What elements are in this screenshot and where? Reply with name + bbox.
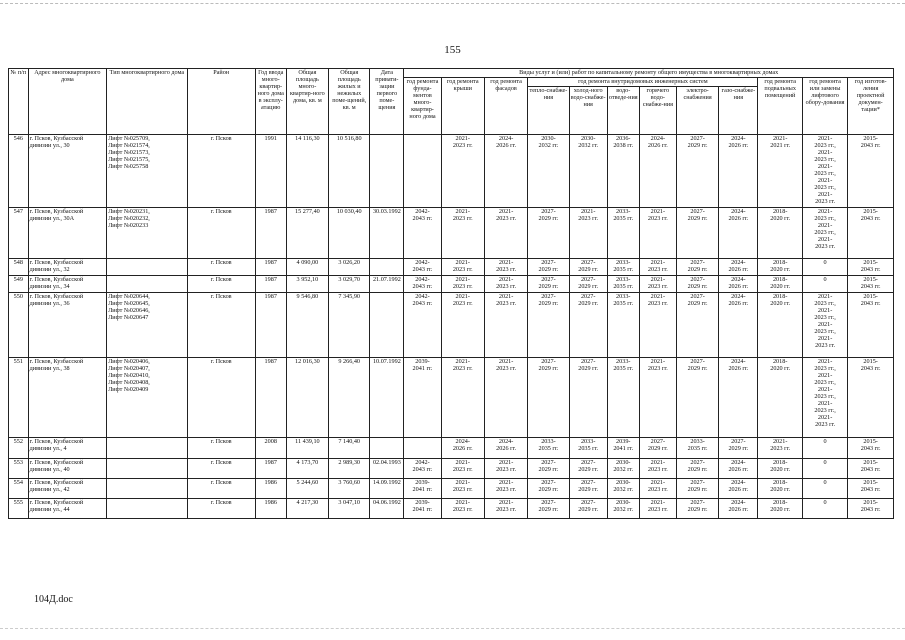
- row-electric-year: 2027- 2029 гг.: [676, 135, 718, 208]
- header-facade: год ремонта фасадов: [484, 78, 527, 135]
- row-year-built: 1987: [255, 358, 286, 438]
- row-sewer-year: 2030- 2032 гг.: [607, 499, 639, 519]
- row-district: г. Псков: [187, 479, 255, 499]
- row-sewer-year: 2036- 2038 гг.: [607, 135, 639, 208]
- table-row: [9, 259, 894, 276]
- row-district: г. Псков: [187, 438, 255, 459]
- row-address: г. Псков, Кузбасской дивизии ул., 38: [28, 358, 106, 438]
- row-total-area: 4 090,00: [286, 259, 328, 276]
- row-living-area: 7 140,40: [329, 438, 370, 459]
- table-row: [9, 276, 894, 293]
- row-district: г. Псков: [187, 208, 255, 259]
- row-total-area: 4 217,30: [286, 499, 328, 519]
- row-heat-year: 2027- 2029 гг.: [528, 499, 569, 519]
- header-electric: электро-снабжения: [676, 87, 718, 135]
- row-roof-year: 2021- 2023 гг.: [441, 276, 484, 293]
- row-project-docs-year: 2015- 2043 гг.: [848, 358, 894, 438]
- row-year-built: 1986: [255, 499, 286, 519]
- capital-repair-table-wrap: [8, 68, 894, 519]
- row-gas-year: 2024- 2026 гг.: [719, 259, 758, 276]
- row-foundation-year: 2042- 2043 гг.: [404, 259, 441, 276]
- row-roof-year: 2021- 2023 гг.: [441, 293, 484, 358]
- row-hot-water-year: 2021- 2023 гг.: [639, 479, 676, 499]
- row-project-docs-year: 2015- 2043 гг.: [848, 438, 894, 459]
- row-total-area: 15 277,40: [286, 208, 328, 259]
- row-cold-water-year: 2027- 2029 гг.: [569, 293, 607, 358]
- row-foundation-year: 2039- 2041 гг.: [404, 358, 441, 438]
- header-engineering-group: год ремонта внутридомовых инженерных систем: [528, 78, 758, 87]
- row-hot-water-year: 2021- 2023 гг.: [639, 208, 676, 259]
- row-lift-list: Лифт №020231, Лифт №020232, Лифт №020233: [107, 208, 188, 259]
- row-hot-water-year: 2024- 2026 гг.: [639, 135, 676, 208]
- row-basement-year: 2018- 2020 гг.: [758, 479, 802, 499]
- row-hot-water-year: 2021- 2023 гг.: [639, 293, 676, 358]
- row-living-area: 7 345,90: [329, 293, 370, 358]
- row-lift-year: 0: [802, 438, 847, 459]
- row-lift-list: [107, 499, 188, 519]
- table-row: [9, 208, 894, 259]
- row-lift-list: [107, 459, 188, 479]
- row-district: г. Псков: [187, 358, 255, 438]
- header-cold-water: холод-ного водо-снабже-ния: [569, 87, 607, 135]
- row-gas-year: 2027- 2029 гг.: [719, 438, 758, 459]
- row-sewer-year: 2033- 2035 гг.: [607, 276, 639, 293]
- row-basement-year: 2018- 2020 гг.: [758, 276, 802, 293]
- header-year-built: Год ввода много-квартир-ного дома в эксплу-атацию: [255, 69, 286, 135]
- row-facade-year: 2024- 2026 гг.: [484, 135, 527, 208]
- row-heat-year: 2027- 2029 гг.: [528, 479, 569, 499]
- row-electric-year: 2027- 2029 гг.: [676, 293, 718, 358]
- row-district: г. Псков: [187, 459, 255, 479]
- row-cold-water-year: 2027- 2029 гг.: [569, 259, 607, 276]
- row-facade-year: 2021- 2023 гг.: [484, 479, 527, 499]
- row-year-built: 2008: [255, 438, 286, 459]
- row-sewer-year: 2030- 2032 гг.: [607, 479, 639, 499]
- row-living-area: 9 266,40: [329, 358, 370, 438]
- row-cold-water-year: 2027- 2029 гг.: [569, 499, 607, 519]
- row-number: 552: [9, 438, 29, 459]
- row-heat-year: 2030- 2032 гг.: [528, 135, 569, 208]
- row-living-area: 10 030,40: [329, 208, 370, 259]
- row-address: г. Псков, Кузбасской дивизии ул., 30: [28, 135, 106, 208]
- row-electric-year: 2027- 2029 гг.: [676, 479, 718, 499]
- row-year-built: 1987: [255, 276, 286, 293]
- table-body: [9, 135, 894, 519]
- row-heat-year: 2027- 2029 гг.: [528, 276, 569, 293]
- footer-filename: 104Д.doc: [34, 594, 73, 605]
- row-number: 547: [9, 208, 29, 259]
- row-total-area: 5 244,60: [286, 479, 328, 499]
- row-heat-year: 2027- 2029 гг.: [528, 293, 569, 358]
- row-district: г. Псков: [187, 259, 255, 276]
- row-year-built: 1986: [255, 479, 286, 499]
- row-lift-list: [107, 438, 188, 459]
- row-roof-year: 2021- 2023 гг.: [441, 479, 484, 499]
- row-lift-list: [107, 276, 188, 293]
- row-address: г. Псков, Кузбасской дивизии ул., 34: [28, 276, 106, 293]
- row-number: 551: [9, 358, 29, 438]
- row-facade-year: 2021- 2023 гг.: [484, 358, 527, 438]
- row-basement-year: 2018- 2020 гг.: [758, 208, 802, 259]
- row-privatization-date: 14.09.1992: [370, 479, 404, 499]
- row-roof-year: 2021- 2023 гг.: [441, 358, 484, 438]
- row-electric-year: 2027- 2029 гг.: [676, 499, 718, 519]
- row-cold-water-year: 2030- 2032 гг.: [569, 135, 607, 208]
- row-project-docs-year: 2015- 2043 гг.: [848, 459, 894, 479]
- row-lift-year: 2021- 2023 гг., 2021- 2023 гг., 2021- 2023 гг., 2021- 2023 гг., 2021- 2023 гг.: [802, 358, 847, 438]
- row-privatization-date: [370, 135, 404, 208]
- row-year-built: 1987: [255, 208, 286, 259]
- row-roof-year: 2024- 2026 гг.: [441, 438, 484, 459]
- page-number: 155: [444, 44, 461, 56]
- row-foundation-year: [404, 135, 441, 208]
- row-gas-year: 2024- 2026 гг.: [719, 459, 758, 479]
- row-lift-list: [107, 259, 188, 276]
- row-basement-year: 2021- 2023 гг.: [758, 438, 802, 459]
- row-hot-water-year: 2027- 2029 гг.: [639, 438, 676, 459]
- row-district: г. Псков: [187, 293, 255, 358]
- row-basement-year: 2018- 2020 гг.: [758, 358, 802, 438]
- row-lift-year: 0: [802, 459, 847, 479]
- row-foundation-year: 2042- 2043 гг.: [404, 276, 441, 293]
- table-row: [9, 293, 894, 358]
- header-sewer: водо-отведе-ния: [607, 87, 639, 135]
- row-privatization-date: [370, 438, 404, 459]
- row-basement-year: 2018- 2020 гг.: [758, 499, 802, 519]
- row-cold-water-year: 2027- 2029 гг.: [569, 479, 607, 499]
- row-foundation-year: [404, 438, 441, 459]
- table-row: [9, 499, 894, 519]
- row-cold-water-year: 2021- 2023 гг.: [569, 208, 607, 259]
- row-project-docs-year: 2015- 2043 гг.: [848, 276, 894, 293]
- row-lift-year: 2021- 2023 гг., 2021- 2023 гг., 2021- 2023 гг., 2021- 2023 гг.: [802, 293, 847, 358]
- row-privatization-date: 30.03.1992: [370, 208, 404, 259]
- row-gas-year: 2024- 2026 гг.: [719, 276, 758, 293]
- row-living-area: 2 989,30: [329, 459, 370, 479]
- header-roof: год ремонта крыши: [441, 78, 484, 135]
- row-living-area: 10 516,80: [329, 135, 370, 208]
- header-district: Район: [187, 69, 255, 135]
- row-gas-year: 2024- 2026 гг.: [719, 479, 758, 499]
- row-heat-year: 2027- 2029 гг.: [528, 259, 569, 276]
- row-roof-year: 2021- 2023 гг.: [441, 459, 484, 479]
- table-row: [9, 459, 894, 479]
- row-number: 555: [9, 499, 29, 519]
- row-facade-year: 2021- 2023 гг.: [484, 499, 527, 519]
- row-project-docs-year: 2015- 2043 гг.: [848, 259, 894, 276]
- row-facade-year: 2021- 2023 гг.: [484, 276, 527, 293]
- row-heat-year: 2027- 2029 гг.: [528, 459, 569, 479]
- header-foundation: год ремонта фунда-ментов много-квартир-ного дома: [404, 78, 441, 135]
- row-district: г. Псков: [187, 135, 255, 208]
- row-gas-year: 2024- 2026 гг.: [719, 358, 758, 438]
- row-hot-water-year: 2021- 2023 гг.: [639, 499, 676, 519]
- row-electric-year: 2027- 2029 гг.: [676, 208, 718, 259]
- row-basement-year: 2018- 2020 гг.: [758, 259, 802, 276]
- row-facade-year: 2024- 2026 гг.: [484, 438, 527, 459]
- row-foundation-year: 2042- 2043 гг.: [404, 208, 441, 259]
- row-lift-list: [107, 479, 188, 499]
- row-foundation-year: 2042- 2043 гг.: [404, 459, 441, 479]
- row-lift-year: 2021- 2023 гг., 2021- 2023 гг., 2021- 2023 гг.: [802, 208, 847, 259]
- header-living-area: Общая площадь жилых и нежилых поме-щений, кв. м: [329, 69, 370, 135]
- row-sewer-year: 2033- 2035 гг.: [607, 259, 639, 276]
- header-lift-type: Тип многоквартирного дома: [107, 69, 188, 135]
- row-year-built: 1987: [255, 459, 286, 479]
- row-electric-year: 2027- 2029 гг.: [676, 459, 718, 479]
- row-electric-year: 2033- 2035 гг.: [676, 438, 718, 459]
- row-roof-year: 2021- 2023 гг.: [441, 499, 484, 519]
- header-gas: газо-снабже-ния: [719, 87, 758, 135]
- row-cold-water-year: 2033- 2035 гг.: [569, 438, 607, 459]
- row-number: 546: [9, 135, 29, 208]
- row-heat-year: 2027- 2029 гг.: [528, 358, 569, 438]
- row-basement-year: 2018- 2020 гг.: [758, 293, 802, 358]
- row-facade-year: 2021- 2023 гг.: [484, 259, 527, 276]
- row-project-docs-year: 2015- 2043 гг.: [848, 499, 894, 519]
- row-cold-water-year: 2027- 2029 гг.: [569, 358, 607, 438]
- row-project-docs-year: 2015- 2043 гг.: [848, 135, 894, 208]
- row-sewer-year: 2033- 2035 гг.: [607, 293, 639, 358]
- row-address: г. Псков, Кузбасской дивизии ул., 36: [28, 293, 106, 358]
- row-foundation-year: 2042- 2043 гг.: [404, 293, 441, 358]
- header-privatization-date: Дата привати-зации первого поме-щения: [370, 69, 404, 135]
- row-address: г. Псков, Кузбасской дивизии ул., 44: [28, 499, 106, 519]
- row-hot-water-year: 2021- 2023 гг.: [639, 358, 676, 438]
- row-number: 550: [9, 293, 29, 358]
- row-lift-list: Лифт №020644, Лифт №020645, Лифт №020646, Лифт №020647: [107, 293, 188, 358]
- row-sewer-year: 2033- 2035 гг.: [607, 208, 639, 259]
- row-privatization-date: 04.06.1992: [370, 499, 404, 519]
- row-district: г. Псков: [187, 276, 255, 293]
- row-year-built: 1987: [255, 293, 286, 358]
- row-address: г. Псков, Кузбасской дивизии ул., 4: [28, 438, 106, 459]
- row-living-area: 3 026,20: [329, 259, 370, 276]
- row-total-area: 11 439,10: [286, 438, 328, 459]
- header-num: № п/п: [9, 69, 29, 135]
- row-living-area: 3 760,60: [329, 479, 370, 499]
- row-lift-year: 2021- 2023 гг., 2021- 2023 гг., 2021- 2023 гг., 2021- 2023 гг., 2021- 2023 гг.: [802, 135, 847, 208]
- header-basement: год ремонта подвальных помещений: [758, 78, 802, 135]
- row-total-area: 4 173,70: [286, 459, 328, 479]
- table-row: [9, 479, 894, 499]
- scan-edge-top: [0, 3, 905, 4]
- capital-repair-table: [8, 68, 894, 519]
- row-facade-year: 2021- 2023 гг.: [484, 208, 527, 259]
- row-address: г. Псков, Кузбасской дивизии ул., 30А: [28, 208, 106, 259]
- row-privatization-date: 10.07.1992: [370, 358, 404, 438]
- row-gas-year: 2024- 2026 гг.: [719, 293, 758, 358]
- row-sewer-year: 2030- 2032 гг.: [607, 459, 639, 479]
- row-living-area: 3 029,70: [329, 276, 370, 293]
- row-electric-year: 2027- 2029 гг.: [676, 358, 718, 438]
- row-project-docs-year: 2015- 2043 гг.: [848, 293, 894, 358]
- row-basement-year: 2018- 2020 гг.: [758, 459, 802, 479]
- row-heat-year: 2033- 2035 гг.: [528, 438, 569, 459]
- row-gas-year: 2024- 2026 гг.: [719, 208, 758, 259]
- row-hot-water-year: 2021- 2023 гг.: [639, 259, 676, 276]
- row-lift-list: Лифт №025709, Лифт №021574, Лифт №021573, Лифт №021575, Лифт №025758: [107, 135, 188, 208]
- row-number: 549: [9, 276, 29, 293]
- row-total-area: 3 952,10: [286, 276, 328, 293]
- row-lift-list: Лифт №020406, Лифт №020407, Лифт №020410, Лифт №020408, Лифт №020409: [107, 358, 188, 438]
- row-year-built: 1987: [255, 259, 286, 276]
- row-district: г. Псков: [187, 499, 255, 519]
- row-basement-year: 2021- 2021 гг.: [758, 135, 802, 208]
- row-roof-year: 2021- 2023 гг.: [441, 208, 484, 259]
- header-project-docs: год изготов-ления проектной докумен-тации*: [848, 78, 894, 135]
- row-lift-year: 0: [802, 259, 847, 276]
- row-number: 554: [9, 479, 29, 499]
- row-facade-year: 2021- 2023 гг.: [484, 293, 527, 358]
- row-roof-year: 2021- 2023 гг.: [441, 259, 484, 276]
- row-electric-year: 2027- 2029 гг.: [676, 276, 718, 293]
- row-gas-year: 2024- 2026 гг.: [719, 499, 758, 519]
- row-privatization-date: 02.04.1993: [370, 459, 404, 479]
- row-lift-year: 0: [802, 479, 847, 499]
- row-number: 553: [9, 459, 29, 479]
- row-sewer-year: 2039- 2041 гг.: [607, 438, 639, 459]
- header-hot-water: горячего водо-снабже-ния: [639, 87, 676, 135]
- header-lift: год ремонта или замены лифтового обору-дования: [802, 78, 847, 135]
- header-total-area: Общая площадь много-квартир-ного дома, кв. м: [286, 69, 328, 135]
- row-privatization-date: 21.07.1992: [370, 276, 404, 293]
- table-row: [9, 438, 894, 459]
- row-year-built: 1991: [255, 135, 286, 208]
- row-foundation-year: 2039- 2041 гг.: [404, 499, 441, 519]
- row-hot-water-year: 2021- 2023 гг.: [639, 276, 676, 293]
- row-total-area: 12 016,30: [286, 358, 328, 438]
- row-sewer-year: 2033- 2035 гг.: [607, 358, 639, 438]
- row-foundation-year: 2039- 2041 гг.: [404, 479, 441, 499]
- row-electric-year: 2027- 2029 гг.: [676, 259, 718, 276]
- table-row: [9, 358, 894, 438]
- row-address: г. Псков, Кузбасской дивизии ул., 40: [28, 459, 106, 479]
- row-address: г. Псков, Кузбасской дивизии ул., 32: [28, 259, 106, 276]
- row-gas-year: 2024- 2026 гг.: [719, 135, 758, 208]
- row-project-docs-year: 2015- 2043 гг.: [848, 208, 894, 259]
- row-heat-year: 2027- 2029 гг.: [528, 208, 569, 259]
- row-hot-water-year: 2021- 2023 гг.: [639, 459, 676, 479]
- scan-edge-bottom: [0, 628, 905, 629]
- row-lift-year: 0: [802, 499, 847, 519]
- row-roof-year: 2021- 2023 гг.: [441, 135, 484, 208]
- row-address: г. Псков, Кузбасской дивизии ул., 42: [28, 479, 106, 499]
- row-project-docs-year: 2015- 2043 гг.: [848, 479, 894, 499]
- row-cold-water-year: 2027- 2029 гг.: [569, 276, 607, 293]
- row-number: 548: [9, 259, 29, 276]
- table-row: [9, 135, 894, 208]
- row-total-area: 9 546,80: [286, 293, 328, 358]
- row-cold-water-year: 2027- 2029 гг.: [569, 459, 607, 479]
- row-facade-year: 2021- 2023 гг.: [484, 459, 527, 479]
- row-living-area: 3 047,10: [329, 499, 370, 519]
- header-heat: тепло-снабже-ния: [528, 87, 569, 135]
- header-address: Адрес многоквартирного дома: [28, 69, 106, 135]
- header-works-group: Виды услуг и (или) работ по капитальному ремонту общего имущества в многоквартирных домах: [404, 69, 894, 78]
- row-total-area: 14 116,30: [286, 135, 328, 208]
- row-privatization-date: [370, 293, 404, 358]
- row-privatization-date: [370, 259, 404, 276]
- row-lift-year: 0: [802, 276, 847, 293]
